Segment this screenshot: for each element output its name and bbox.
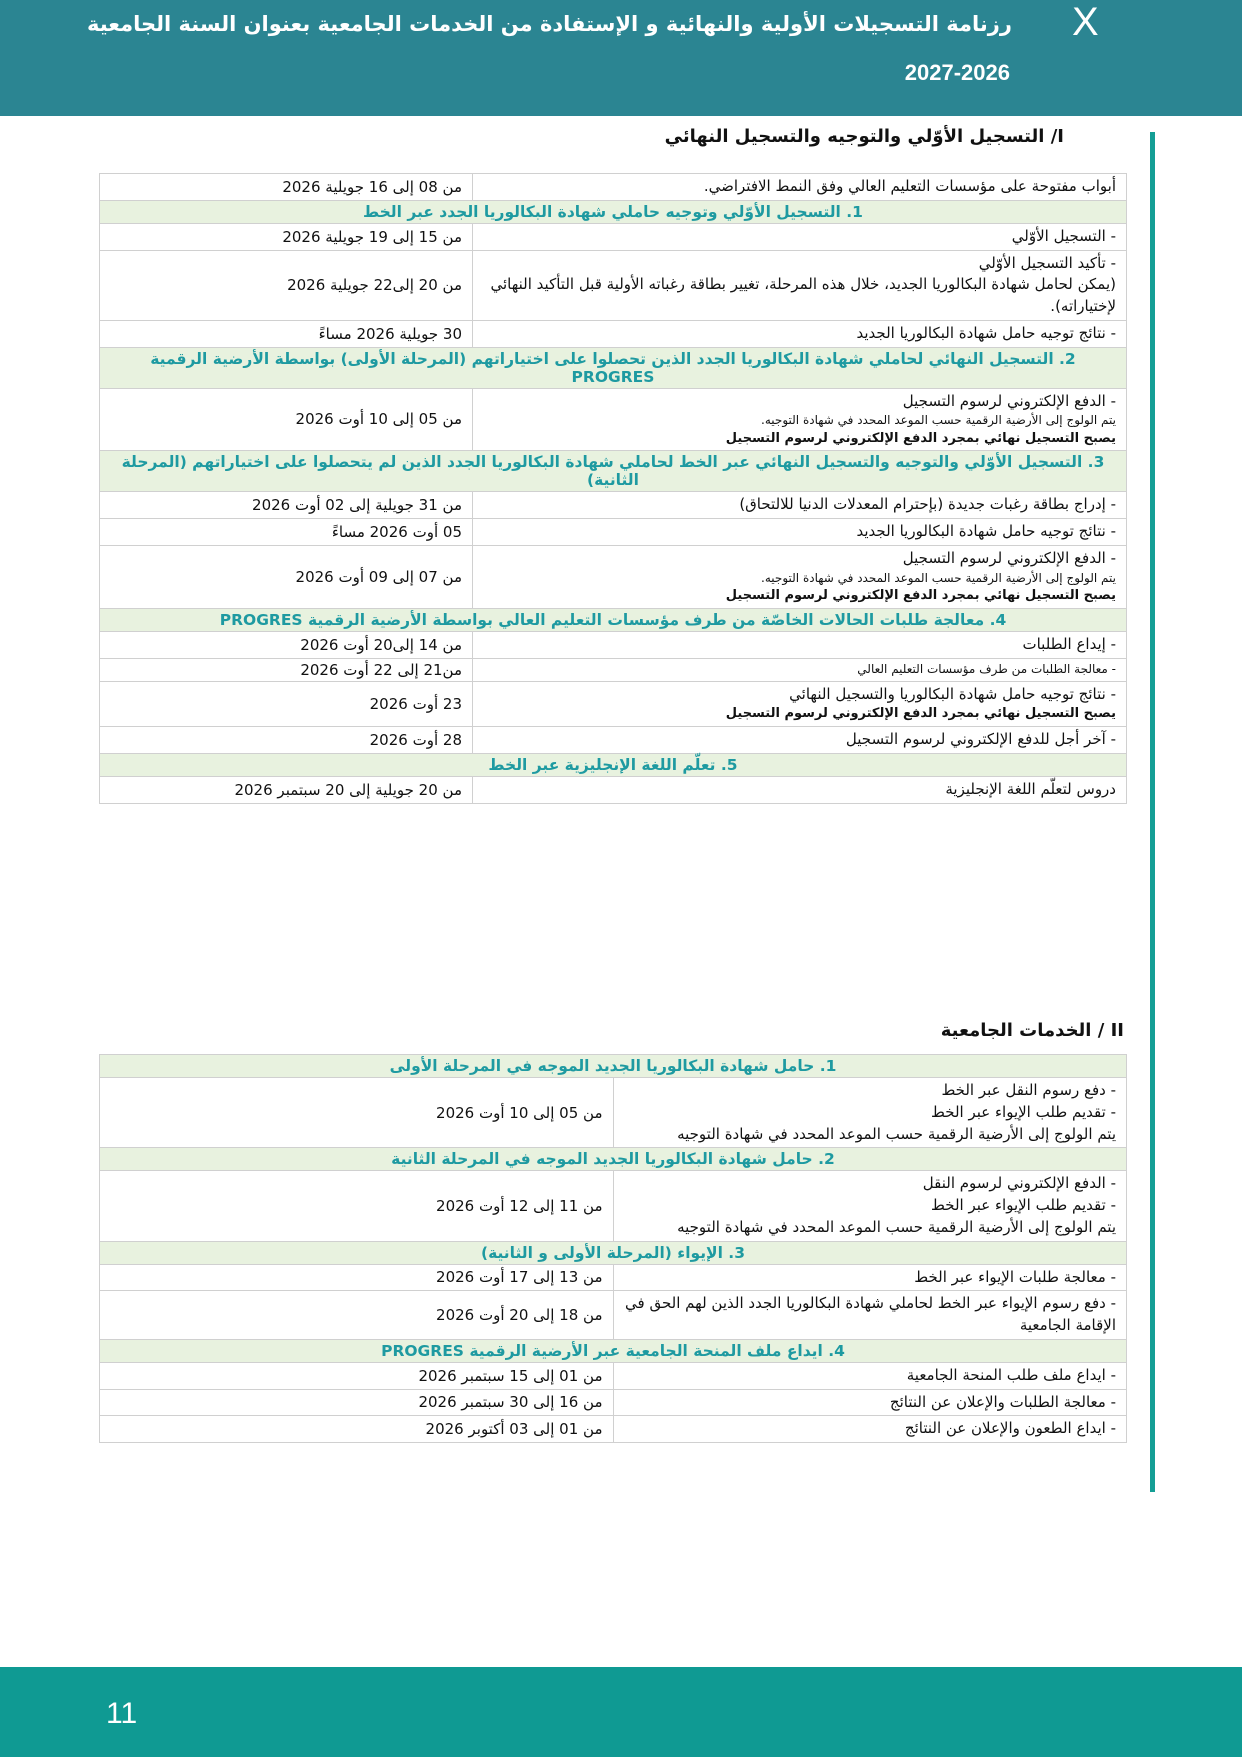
- description-line: - دفع رسوم النقل عبر الخط: [941, 1081, 1116, 1099]
- table-row: [100, 1362, 1127, 1389]
- row-description: [613, 1416, 1127, 1443]
- row-date: من 20 جويلية إلى 20 سبتمبر 2026: [100, 777, 473, 804]
- table-row: [100, 174, 1127, 201]
- row-description: [473, 681, 1127, 727]
- section-band: [100, 1055, 1127, 1078]
- band-label: 4. ايداع ملف المنحة الجامعية عبر الأرضية الرقمية PROGRES: [100, 1339, 1127, 1362]
- row-description: [613, 1078, 1127, 1148]
- row-date: من 08 إلى 16 جويلية 2026: [100, 174, 473, 201]
- band-label: 1. حامل شهادة البكالوريا الجديد الموجه في المرحلة الأولى: [100, 1055, 1127, 1078]
- side-accent-line: [1150, 132, 1155, 1492]
- emphasis-line: يصبح التسجيل نهائي بمجرد الدفع الإلكتروني لرسوم التسجيل: [725, 706, 1116, 722]
- description-line: - معالجة طلبات الإيواء عبر الخط: [914, 1267, 1116, 1286]
- header-banner: [0, 0, 1242, 116]
- band-label: 4. معالجة طلبات الحالات الخاصّة من طرف مؤسسات التعليم العالي بواسطة الأرضية الرقمية PROGRES: [100, 608, 1127, 631]
- table-row: [100, 1416, 1127, 1443]
- description-line: - نتائج توجيه حامل شهادة البكالوريا الجديد: [856, 522, 1116, 541]
- band-label: 3. الإيواء (المرحلة الأولى و الثانية): [100, 1241, 1127, 1264]
- table-row: [100, 681, 1127, 727]
- row-date: من 11 إلى 12 أوت 2026: [100, 1171, 614, 1241]
- row-description: [473, 777, 1127, 804]
- row-description: [473, 545, 1127, 608]
- row-date: 30 جويلية 2026 مساءً: [100, 320, 473, 347]
- description-line: - الدفع الإلكتروني لرسوم النقل: [922, 1174, 1116, 1193]
- row-date: من 01 إلى 03 أكتوبر 2026: [100, 1416, 614, 1443]
- table-row: [100, 1078, 1127, 1148]
- table-row: [100, 388, 1127, 451]
- table-row: [100, 250, 1127, 320]
- row-date: من 15 إلى 19 جويلية 2026: [100, 223, 473, 250]
- band-label: 1. التسجيل الأوّلي وتوجيه حاملي شهادة البكالوريا الجدد عبر الخط: [100, 200, 1127, 223]
- row-date: من21 إلى 22 أوت 2026: [100, 658, 473, 681]
- row-description: [613, 1264, 1127, 1291]
- note-line: يتم الولوج إلى الأرضية الرقمية حسب الموعد المحدد في شهادة التوجيه.: [761, 413, 1116, 428]
- row-description: [613, 1389, 1127, 1416]
- table-row: [100, 727, 1127, 754]
- academic-year: 2027-2026: [904, 60, 1010, 85]
- description-line: دروس لتعلّم اللغة الإنجليزية: [945, 780, 1116, 799]
- description-line: - نتائج توجيه حامل شهادة البكالوريا الجديد: [856, 323, 1116, 342]
- registration-schedule-table: [99, 173, 1127, 804]
- description-line: - الدفع الإلكتروني لرسوم التسجيل: [902, 548, 1116, 567]
- row-date: من 01 إلى 15 سبتمبر 2026: [100, 1362, 614, 1389]
- table-row: [100, 492, 1127, 519]
- description-line: - تأكيد التسجيل الأوّلي: [978, 253, 1116, 272]
- row-date: من 14 إلى20 أوت 2026: [100, 631, 473, 658]
- description-line: أبواب مفتوحة على مؤسسات التعليم العالي وفق النمط الافتراضي.: [703, 177, 1116, 195]
- row-date: من 18 إلى 20 أوت 2026: [100, 1291, 614, 1340]
- description-line: - ايداع الطعون والإعلان عن النتائج: [904, 1419, 1116, 1438]
- row-description: [473, 631, 1127, 658]
- row-description: [473, 174, 1127, 201]
- table-row: [100, 631, 1127, 658]
- row-date: من 20 إلى22 جويلية 2026: [100, 250, 473, 320]
- section-band: [100, 347, 1127, 388]
- row-date: من 05 إلى 10 أوت 2026: [100, 1078, 614, 1148]
- section-band: [100, 200, 1127, 223]
- table-row: [100, 658, 1127, 681]
- section-band: [100, 451, 1127, 492]
- footer-bar: [0, 1667, 1242, 1757]
- description-line: - الدفع الإلكتروني لرسوم التسجيل: [902, 391, 1116, 410]
- row-description: [613, 1291, 1127, 1340]
- band-label: 3. التسجيل الأوّلي والتوجيه والتسجيل النهائي عبر الخط لحاملي شهادة البكالوريا الجدد الذين لم يتحصلوا على اختياراتهم (المرحلة الثانية): [100, 451, 1127, 492]
- section-band: [100, 608, 1127, 631]
- row-description: [613, 1362, 1127, 1389]
- page-number: 11: [106, 1697, 138, 1730]
- close-icon[interactable]: X: [1072, 0, 1099, 44]
- table-row: [100, 519, 1127, 546]
- description-line: - تقديم طلب الإيواء عبر الخط: [931, 1196, 1116, 1214]
- row-date: من 31 جويلية إلى 02 أوت 2026: [100, 492, 473, 519]
- description-line: - إدراج بطاقة رغبات جديدة (بإحترام المعدلات الدنيا للالتحاق): [739, 495, 1116, 514]
- description-line: يتم الولوج إلى الأرضية الرقمية حسب الموعد المحدد في شهادة التوجيه: [677, 1217, 1116, 1236]
- row-date: من 07 إلى 09 أوت 2026: [100, 545, 473, 608]
- description-line: - معالجة الطلبات والإعلان عن النتائج: [889, 1392, 1116, 1411]
- row-description: [473, 250, 1127, 320]
- row-description: [473, 320, 1127, 347]
- section-2-title: II / الخدمات الجامعية: [940, 1020, 1124, 1041]
- table-row: [100, 1171, 1127, 1241]
- table-row: [100, 320, 1127, 347]
- row-date: 23 أوت 2026: [100, 681, 473, 727]
- section-band: [100, 1148, 1127, 1171]
- section-band: [100, 1241, 1127, 1264]
- row-date: من 16 إلى 30 سبتمبر 2026: [100, 1389, 614, 1416]
- description-line: - ايداع ملف طلب المنحة الجامعية: [906, 1365, 1116, 1384]
- description-line: (يمكن لحامل شهادة البكالوريا الجديد، خلال هذه المرحلة، تغيير بطاقة رغباته الأولية قبل التأكيد النهائي لإختياراته).: [490, 275, 1116, 315]
- description-line: - التسجيل الأوّلي: [1011, 226, 1116, 245]
- description-line: - آخر أجل للدفع الإلكتروني لرسوم التسجيل: [845, 730, 1116, 749]
- section-band: [100, 754, 1127, 777]
- row-description: [473, 223, 1127, 250]
- university-services-table: [99, 1054, 1127, 1443]
- row-description: [613, 1171, 1127, 1241]
- table-row: [100, 777, 1127, 804]
- note-line: يتم الولوج إلى الأرضية الرقمية حسب الموعد المحدد في شهادة التوجيه.: [761, 570, 1116, 585]
- description-line: - تقديم طلب الإيواء عبر الخط: [931, 1102, 1116, 1121]
- table-row: [100, 1264, 1127, 1291]
- row-date: من 05 إلى 10 أوت 2026: [100, 388, 473, 451]
- row-description: [473, 388, 1127, 451]
- row-description: [473, 492, 1127, 519]
- row-description: [473, 519, 1127, 546]
- band-label: 2. حامل شهادة البكالوريا الجديد الموجه في المرحلة الثانية: [100, 1148, 1127, 1171]
- row-date: من 13 إلى 17 أوت 2026: [100, 1264, 614, 1291]
- page-title: رزنامة التسجيلات الأولية والنهائية و الإستفادة من الخدمات الجامعية بعنوان السنة الجامعية: [86, 12, 1012, 36]
- description-line: - دفع رسوم الإيواء عبر الخط لحاملي شهادة البكالوريا الجدد الذين لهم الحق في الإقامة الجامعية: [625, 1294, 1116, 1334]
- table-row: [100, 1291, 1127, 1340]
- description-line: يتم الولوج إلى الأرضية الرقمية حسب الموعد المحدد في شهادة التوجيه: [677, 1124, 1116, 1143]
- section-1-title: I/ التسجيل الأوّلي والتوجيه والتسجيل النهائي: [664, 126, 1064, 147]
- band-label: 2. التسجيل النهائي لحاملي شهادة البكالوريا الجدد الذين تحصلوا على اختياراتهم (المرحلة الأولى) بواسطة الأرضية الرقمية PROGRES: [100, 347, 1127, 388]
- row-description: [473, 658, 1127, 681]
- table-row: [100, 545, 1127, 608]
- description-line: - نتائج توجيه حامل شهادة البكالوريا والتسجيل النهائي: [789, 684, 1116, 703]
- emphasis-line: يصبح التسجيل نهائي بمجرد الدفع الإلكتروني لرسوم التسجيل: [725, 430, 1116, 446]
- row-date: 05 أوت 2026 مساءً: [100, 519, 473, 546]
- table-row: [100, 1389, 1127, 1416]
- row-date: 28 أوت 2026: [100, 727, 473, 754]
- description-line: - إيداع الطلبات: [1022, 634, 1116, 653]
- section-band: [100, 1339, 1127, 1362]
- band-label: 5. تعلّم اللغة الإنجليزية عبر الخط: [100, 754, 1127, 777]
- emphasis-line: يصبح التسجيل نهائي بمجرد الدفع الإلكتروني لرسوم التسجيل: [725, 588, 1116, 604]
- table-row: [100, 223, 1127, 250]
- note-line: - معالجة الطلبات من طرف مؤسسات التعليم العالي: [857, 662, 1116, 677]
- row-description: [473, 727, 1127, 754]
